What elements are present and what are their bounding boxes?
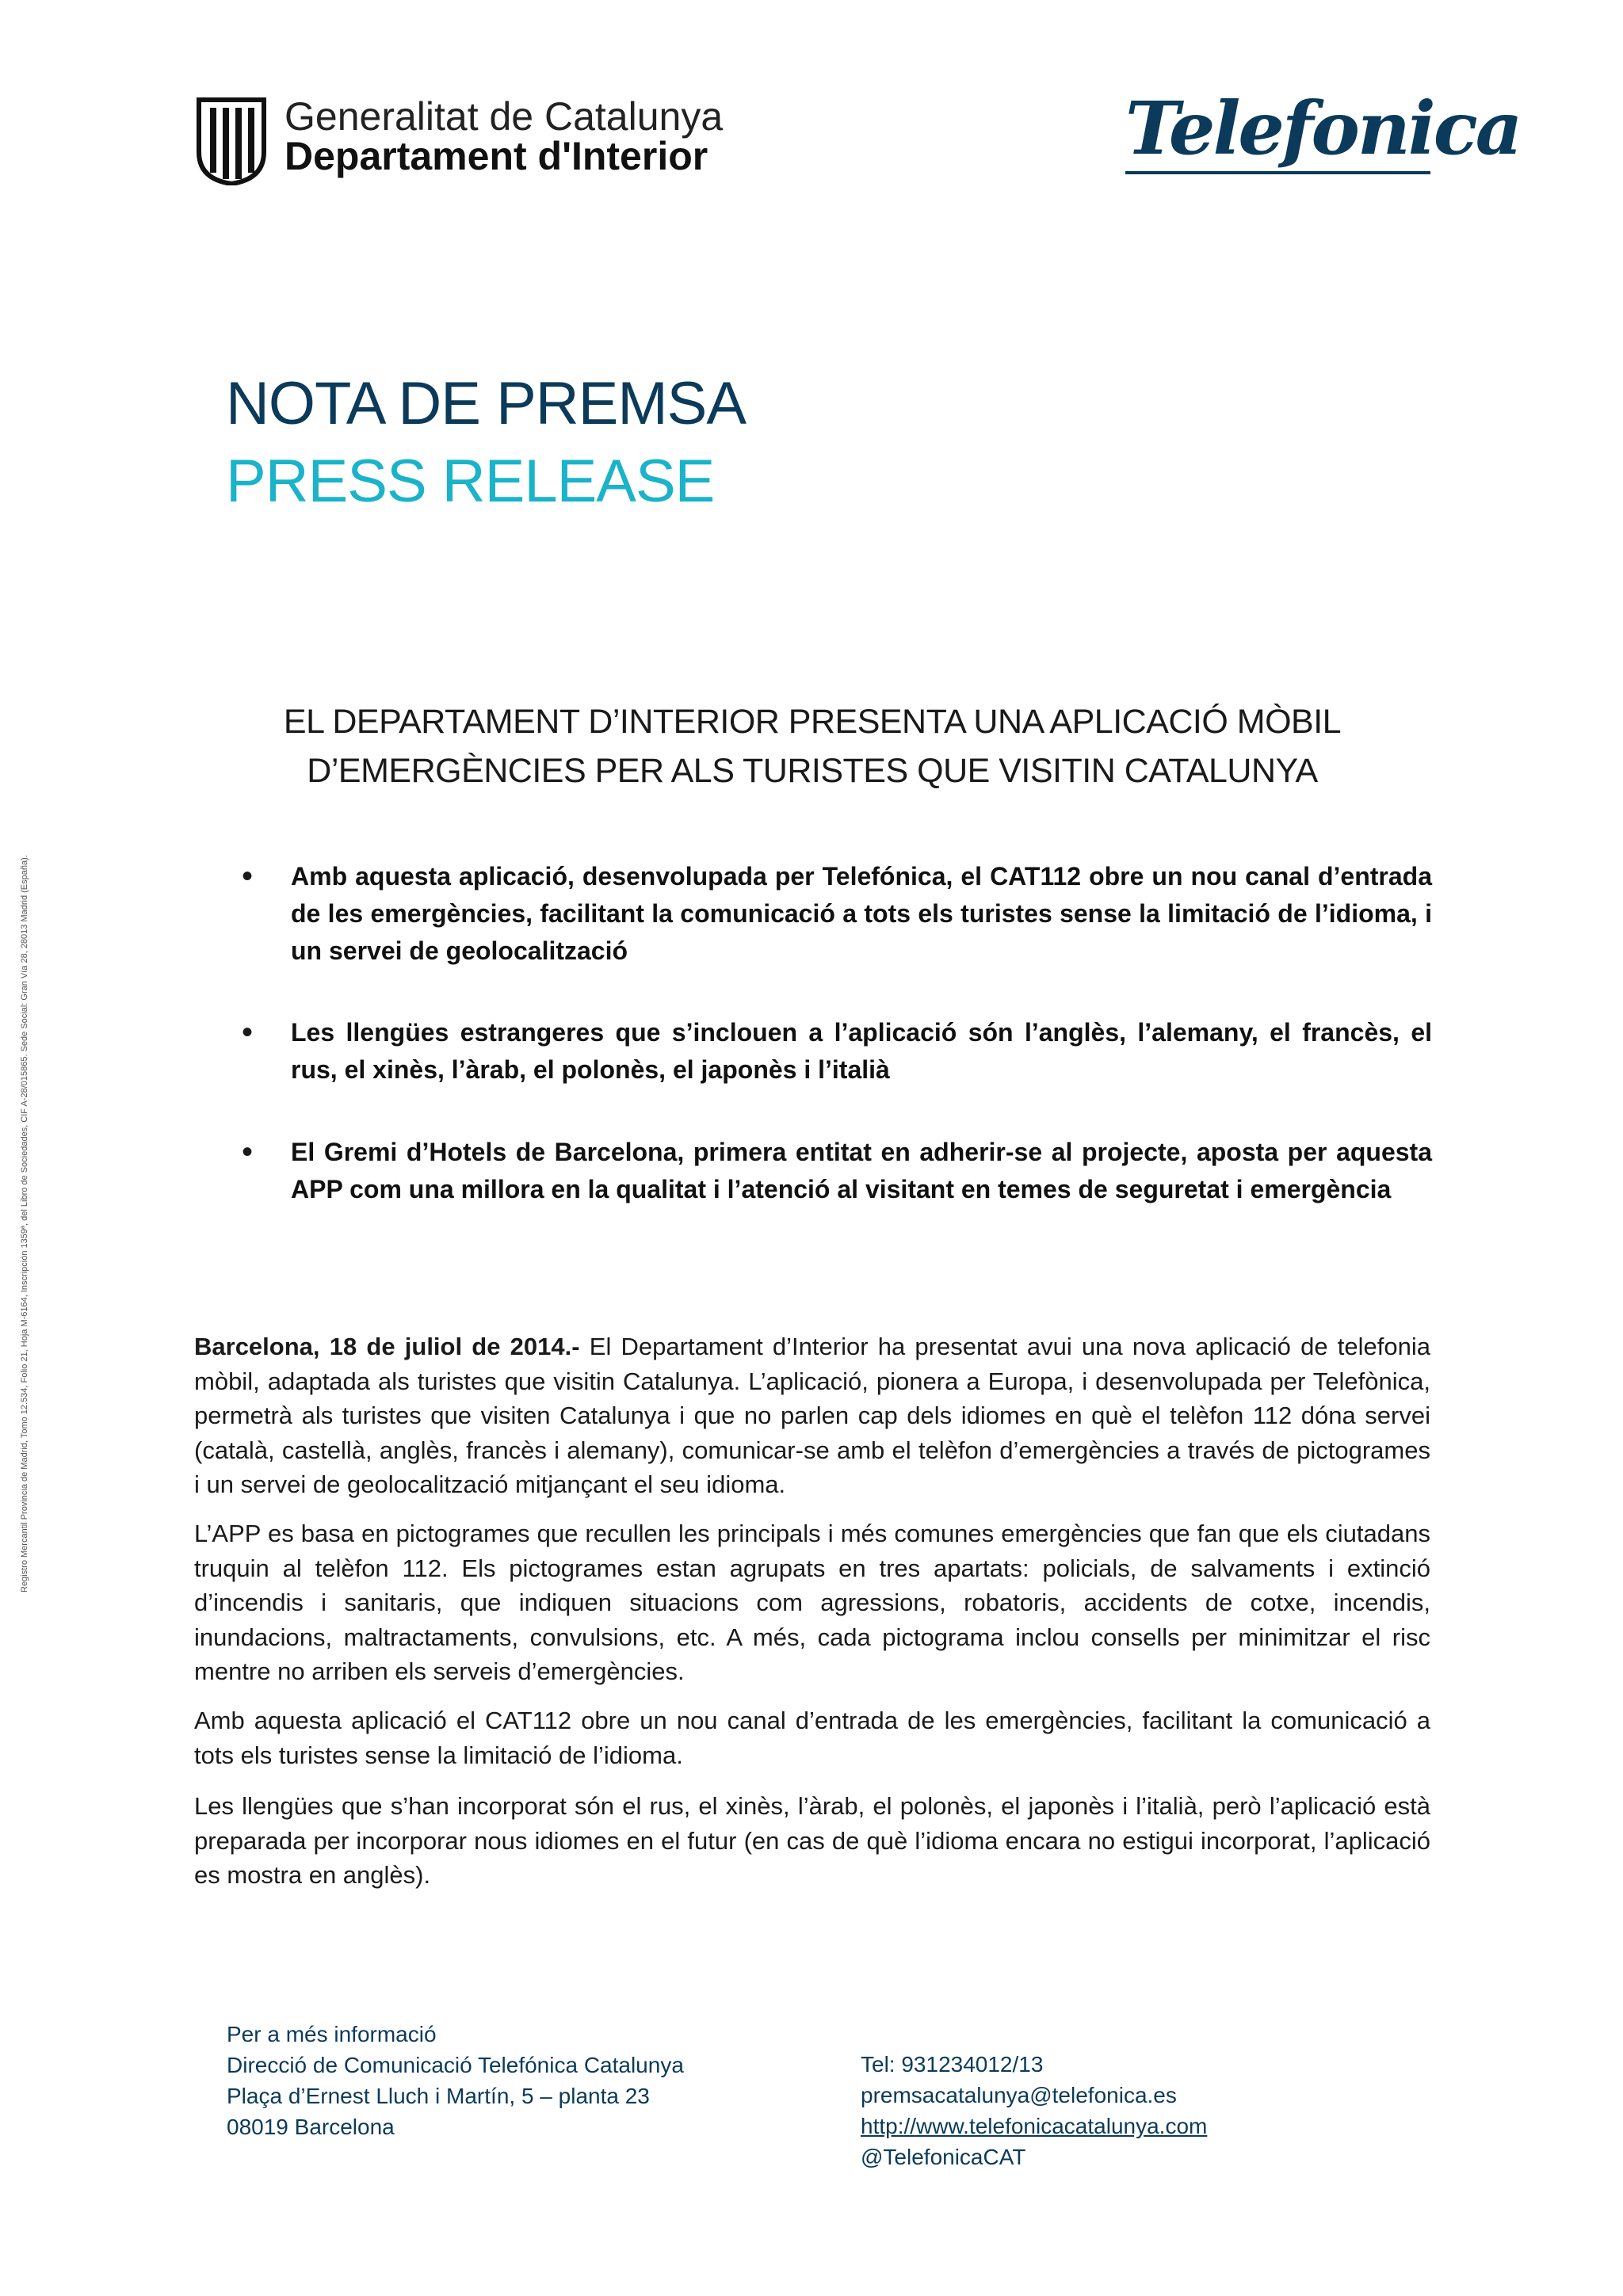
bullet-dot-icon: •: [242, 859, 254, 894]
bullet-dot-icon: •: [242, 1015, 254, 1050]
footer-twitter[interactable]: @TelefonicaCAT: [861, 2145, 1026, 2169]
bullet-dot-icon: •: [242, 1135, 254, 1169]
title-nota-de-premsa: NOTA DE PREMSA: [226, 370, 747, 437]
bullet-text: El Gremi d’Hotels de Barcelona, primera entitat en adherir-se al projecte, aposta per aquesta APP com una millora en la qualitat i l’atenció al visitant en temes de seguretat i emergència: [291, 1138, 1432, 1203]
telefonica-logo: [1125, 86, 1521, 181]
telefonica-underline: [1125, 171, 1430, 174]
body-paragraph-3: Amb aquesta aplicació el CAT112 obre un nou canal d’entrada de les emergències, facilitant la comunicació a tots els turistes sense la limitació de l’idioma.: [194, 1707, 1430, 1769]
senyera-shield-icon: [194, 97, 269, 185]
bullet-text: Les llengües estrangeres que s’inclouen a l’aplicació són l’anglès, l’alemany, el francès, el rus, el xinès, l’àrab, el polonès, el japonès i l’italià: [291, 1018, 1432, 1084]
footer-department: Direcció de Comunicació Telefónica Catalunya: [227, 2053, 684, 2077]
department-name: Departament d'Interior: [285, 134, 708, 178]
footer-website-link[interactable]: http://www.telefonicacatalunya.com: [861, 2114, 1208, 2138]
footer-email[interactable]: premsacatalunya@telefonica.es: [861, 2083, 1177, 2107]
footer-contact-address: [227, 2019, 684, 2142]
footer-phone: Tel: 931234012/13: [861, 2052, 1044, 2077]
bullet-text: Amb aquesta aplicació, desenvolupada per Telefónica, el CAT112 obre un nou canal d’entrada de les emergències, facilitant la comunicació a tots els turistes sense la limitació de l’idioma, i un servei de geolocalització: [291, 862, 1432, 965]
paragraph-text: El Departament d’Interior ha presentat avui una nova aplicació de telefonia mòbil, adaptada als turistes que visitin Catalunya. L’aplicació, pionera a Europa, i desenvolupada per Telefònica, permetrà als turistes que visiten Catalunya i que no parlen cap dels idiomes en què el telèfon 112 dóna servei (català, castellà, anglès, francès i alemany), comunicar-se amb el telèfon d’emergències a través de pictogrames i un servei de geolocalització mitjançant el seu idioma.: [194, 1333, 1430, 1498]
footer-contact-channels: [861, 2049, 1207, 2172]
body-paragraph-1: [194, 1329, 1430, 1502]
generalitat-name: Generalitat de Catalunya: [285, 94, 724, 139]
footer-street: Plaça d’Ernest Lluch i Martín, 5 – planta 23: [227, 2084, 650, 2108]
telefonica-wordmark: Telefonica: [1125, 86, 1521, 171]
title-press-release: PRESS RELEASE: [226, 448, 715, 515]
side-registry-text: Registro Mercantil Provincia de Madrid, Tomo 12.534, Folio 21, Hoja M-6164, Inscripción 1359ª, del Libro de Sociedades, CIF A-28/015865. Sede Social: Gran Vía 28, 28013 Madrid (España).: [20, 855, 29, 1592]
body-paragraph-4: Les llengües que s’han incorporat són el rus, el xinès, l’àrab, el polonès, el japonès i l’italià, però l’aplicació està preparada per incorporar nous idiomes en el futur (en cas de què l’idioma encara no estigui incorporat, l’aplicació es mostra en anglès).: [194, 1792, 1430, 1889]
headline: [158, 697, 1466, 795]
footer-city: 08019 Barcelona: [227, 2115, 395, 2139]
generalitat-wordmark: [285, 94, 724, 178]
generalitat-logo: [194, 93, 765, 189]
body-paragraph-2: L’APP es basa en pictogrames que recullen les principals i més comunes emergències que fan que els ciutadans truquin al telèfon 112. Els pictogrames estan agrupats en tres apartats: policials, de salvaments i extinció d’incendis i sanitaris, que indiquen situacions com agressions, robatoris, accidents de cotxe, incendis, inundacions, maltractaments, convulsions, etc. A més, cada pictograma inclou consells per minimitzar el risc mentre no arriben els serveis d’emergències.: [194, 1520, 1430, 1685]
dateline: Barcelona, 18 de juliol de 2014.-: [194, 1333, 580, 1360]
headline-line-1: EL DEPARTAMENT D’INTERIOR PRESENTA UNA APLICACIÓ MÒBIL: [283, 703, 1342, 741]
headline-line-2: D’EMERGÈNCIES PER ALS TURISTES QUE VISITIN CATALUNYA: [307, 752, 1318, 790]
footer-more-info: Per a més informació: [227, 2022, 437, 2046]
